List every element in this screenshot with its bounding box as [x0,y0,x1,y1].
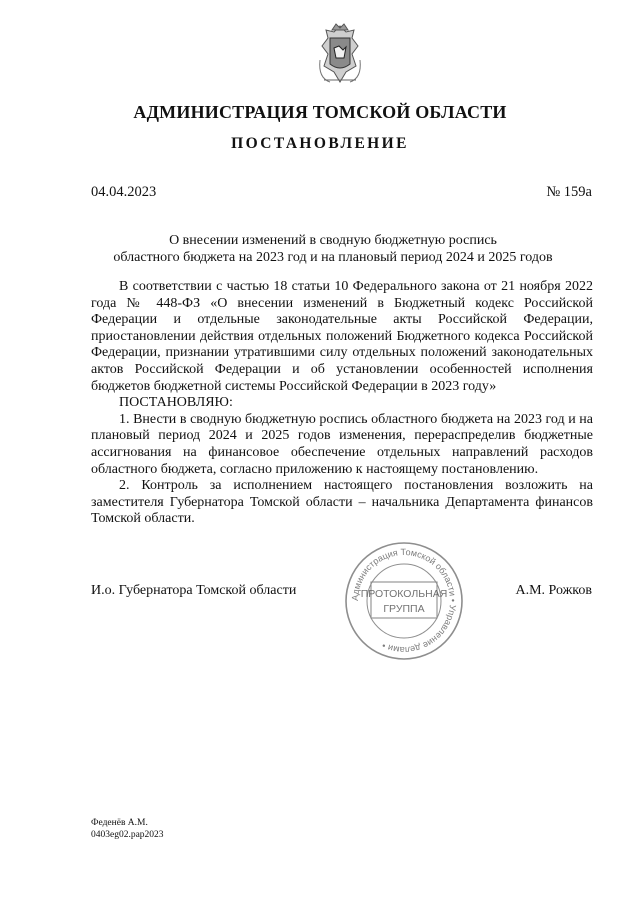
subject-line-1: О внесении изменений в сводную бюджетную роспись [169,233,497,248]
item-1-paragraph: 1. Внести в сводную бюджетную роспись областного бюджета на 2023 год и на плановый период 2024 и 2025 годов изменения, перераспределив бюджетные ассигнования на финансовое обеспечение отдельных направлений расходов областного бюджета, согласно приложению к настоящему постановлению. [91,411,593,477]
signatory-position: И.о. Губернатора Томской области [91,583,297,598]
organization-title: АДМИНИСТРАЦИЯ ТОМСКОЙ ОБЛАСТИ [133,102,507,122]
footer [91,817,164,841]
document-body [91,279,593,528]
resolve-heading: ПОСТАНОВЛЯЮ: [119,395,233,411]
stamp-center-line-1: ПРОТОКОЛЬНАЯ [360,588,448,600]
signatory-name: А.М. Рожков [515,583,592,598]
official-stamp [343,540,465,662]
document-date: 04.04.2023 [91,184,157,200]
preamble-paragraph: В соответствии с частью 18 статьи 10 Федерального закона от 21 ноября 2022 года № 448-ФЗ «О внесении изменений в Бюджетный кодекс Российской Федерации и отдельные законодательные акты Российской Федерации, приостановлении действия отдельных положений Бюджетного кодекса Российской Федерации, признании утратившими силу отдельных положений законодательных актов Российской Федерации и об установлении особенностей исполнения бюджетов бюджетной системы Российской Федерации в 2023 году» [91,279,593,394]
footer-file-code: 0403eg02.pap2023 [91,830,164,840]
document-type: ПОСТАНОВЛЕНИЕ [231,135,409,152]
svg-text:Администрация Томской области [350,547,458,655]
item-2-paragraph: 2. Контроль за исполнением настоящего постановления возложить на заместителя Губернатора Томской области – начальника Департамента финансов Томской области. [91,478,593,527]
document-number: № 159а [546,184,592,200]
footer-author: Феденёв А.М. [91,818,148,828]
subject-line-2: областного бюджета на 2023 год и на плановый период 2024 и 2025 годов [113,249,553,265]
tomsk-coat-of-arms-icon [310,20,370,90]
document-subject [60,233,606,266]
stamp-ring-text: Администрация Томской области • Управление делами • [349,546,459,656]
stamp-center-line-2: ГРУППА [383,603,425,615]
